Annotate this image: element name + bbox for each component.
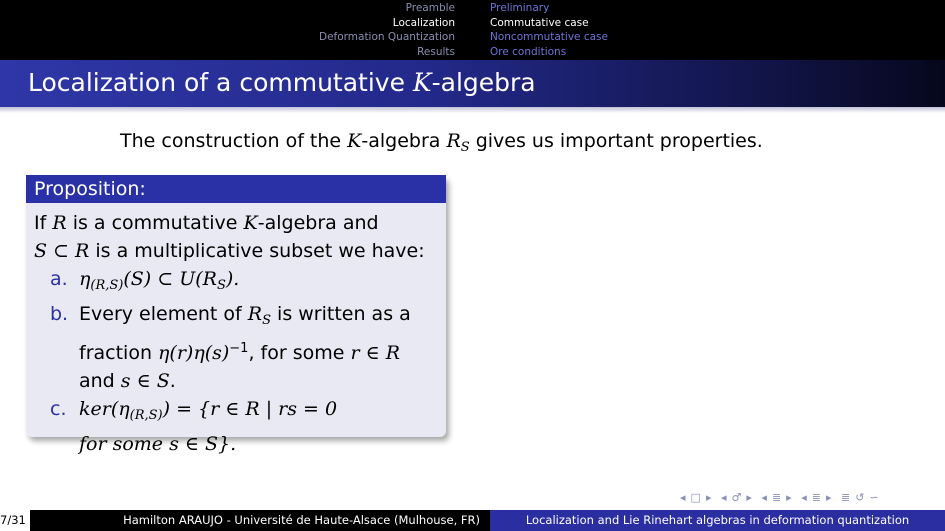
proposition-item-a: a. $\eta_{(R,S)}(S)$ ⊂ $U(R_S)$. xyxy=(34,265,438,300)
frame-title-bar xyxy=(0,60,945,107)
nav-next-doc-icon[interactable]: ▸ xyxy=(825,491,833,504)
nav-prev-section-icon[interactable]: ◂ xyxy=(761,491,768,504)
nav-prev-doc-icon[interactable]: ◂ xyxy=(801,491,808,504)
nav-next-subsection-icon[interactable]: ▸ xyxy=(746,491,753,504)
toc-icon[interactable]: ≣ xyxy=(840,491,852,504)
nav-prev-frame-icon[interactable]: ◂ xyxy=(680,491,687,504)
item-label: c. xyxy=(50,398,67,420)
nav-subsection-noncommutative-case[interactable]: Noncommutative case xyxy=(490,31,608,43)
nav-section-localization[interactable]: Localization xyxy=(392,16,455,29)
proposition-body xyxy=(26,203,446,458)
section-icon[interactable]: ≣ xyxy=(771,491,783,504)
nav-prev-subsection-icon[interactable]: ◂ xyxy=(720,491,728,504)
document-icon[interactable]: ≣ xyxy=(811,491,822,504)
footer-author: Hamilton ARAUJO - Université de Haute-Alsace (Mulhouse, FR) xyxy=(30,510,490,531)
nav-subsection-ore-conditions[interactable]: Ore conditions xyxy=(490,45,567,58)
header-navigation xyxy=(0,0,945,60)
proposition-block xyxy=(26,175,446,455)
search-icon[interactable]: ∽ xyxy=(869,491,880,504)
footer xyxy=(0,510,945,531)
nav-section-deformation-quantization[interactable]: Deformation Quantization xyxy=(318,31,455,43)
intro-sentence: The construction of the K-algebra $R_S$ gives us important properties. xyxy=(120,130,763,155)
item-label: b. xyxy=(50,303,69,325)
proposition-title: Proposition: xyxy=(26,175,446,203)
proposition-item-b: b. Every element of $R_S$ is written as a fraction $\eta(r)\eta(s)^{-1}$, for some r ∈ R and s ∈ S. xyxy=(34,300,438,395)
subsection-icon[interactable]: ♂ xyxy=(731,491,743,504)
footer-title: Localization and Lie Rinehart algebras in deformation quantization xyxy=(490,510,945,531)
item-label: a. xyxy=(50,268,68,290)
section-navigation xyxy=(319,1,455,59)
nav-subsection-commutative-case[interactable]: Commutative case xyxy=(490,16,589,29)
page-number: 7/31 xyxy=(0,510,30,531)
nav-next-section-icon[interactable]: ▸ xyxy=(786,491,793,504)
subsection-navigation xyxy=(490,1,608,59)
frame-title: Localization of a commutative K-algebra xyxy=(28,68,536,97)
nav-section-results[interactable]: Results xyxy=(417,45,455,58)
frame-icon[interactable]: □ xyxy=(690,491,702,504)
nav-section-preamble[interactable]: Preamble xyxy=(405,2,455,14)
title-shadow xyxy=(0,107,945,113)
proposition-line-2: S ⊂ R is a multiplicative subset we have: xyxy=(34,240,425,262)
nav-subsection-preliminary[interactable]: Preliminary xyxy=(490,2,550,14)
proposition-line-1: If R is a commutative K-algebra and xyxy=(34,212,379,234)
back-icon[interactable]: ↺ xyxy=(855,491,866,504)
beamer-navigation-symbols xyxy=(680,491,884,504)
nav-next-frame-icon[interactable]: ▸ xyxy=(705,491,713,504)
proposition-item-c: c. $ker(\eta_{(R,S)}) = \{r$ ∈ R | rs = 0 for some s ∈ S}. xyxy=(34,395,438,458)
